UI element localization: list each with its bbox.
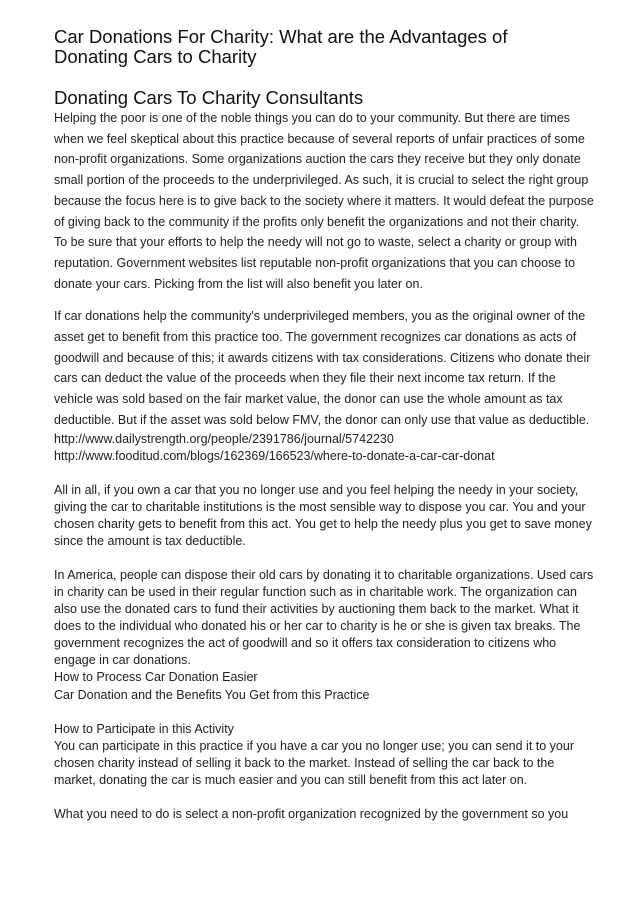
related-article-2: Car Donation and the Benefits You Get from this Practice xyxy=(54,687,370,702)
paragraph-participate: You can participate in this practice if you have a car you no longer use; you can send it to your chosen charity instead of selling it back to the market. Instead of selling the car back to the market, donating the car is much easier and you can still benefit from this act later on. xyxy=(54,738,574,787)
subheading-participate: How to Participate in this Activity xyxy=(54,721,234,736)
title-line-2: Donating Cars to Charity xyxy=(54,46,257,67)
paragraph-summary: All in all, if you own a car that you no longer use and you feel helping the needy in your society, giving the car to charitable institutions is the most sensible way to dispose you car. You and your chosen charity gets to benefit from this act. You get to help the needy plus you get to save money since the amount is tax deductible. xyxy=(54,482,592,548)
related-article-1: How to Process Car Donation Easier xyxy=(54,670,258,685)
section-heading: Donating Cars To Charity Consultants xyxy=(54,87,364,108)
reference-link-1[interactable]: http://www.dailystrength.org/people/2391786/journal/5742230 xyxy=(54,431,394,446)
document-page xyxy=(54,0,594,823)
reference-link-2[interactable]: http://www.fooditud.com/blogs/162369/166523/where-to-donate-a-car-car-donat xyxy=(54,448,495,463)
paragraph-america: In America, people can dispose their old cars by donating it to charitable organizations. Used cars in charity can be used in their regular function such as in charitable work. The organization can also use the donated cars to fund their activities by auctioning them back to the market. What it does to the individual who donated his or her car to charity is he or she is given tax breaks. The government recognizes the act of goodwill and so it offers tax consideration to citizens who engage in car donations. xyxy=(54,567,594,668)
paragraph-benefits: If car donations help the community's underprivileged members, you as the original owner of the asset get to benefit from this practice too. The government recognizes car donations as acts of goodwill and because of this; it awards citizens with tax considerations. Citizens who donate their cars can deduct the value of the proceeds when they file their next income tax return. If the vehicle was sold based on the fair market value, the donor can use the whole amount as tax deductible. But if the asset was sold below FMV, the donor can only use that value as deductible. xyxy=(54,309,591,427)
document-title xyxy=(54,0,594,67)
paragraph-intro: Helping the poor is one of the noble things you can do to your community. But there are times when we feel skeptical about this practice because of several reports of unfair practices of some non-profit organizations. Some organizations auction the cars they receive but they only donate small portion of the proceeds to the underprivileged. As such, it is crucial to select the right group because the focus here is to give back to the society where it matters. It would defeat the purpose of giving back to the community if the profits only benefit the organizations and not their charity. To be sure that your efforts to help the needy will not go to waste, select a charity or group with reputation. Government websites list reputable non-profit organizations that you can choose to donate your cars. Picking from the list will also benefit you later on. xyxy=(54,111,594,291)
title-line-1: Car Donations For Charity: What are the Advantages of xyxy=(54,26,508,47)
paragraph-select-organization: What you need to do is select a non-profit organization recognized by the government so you xyxy=(54,807,569,822)
